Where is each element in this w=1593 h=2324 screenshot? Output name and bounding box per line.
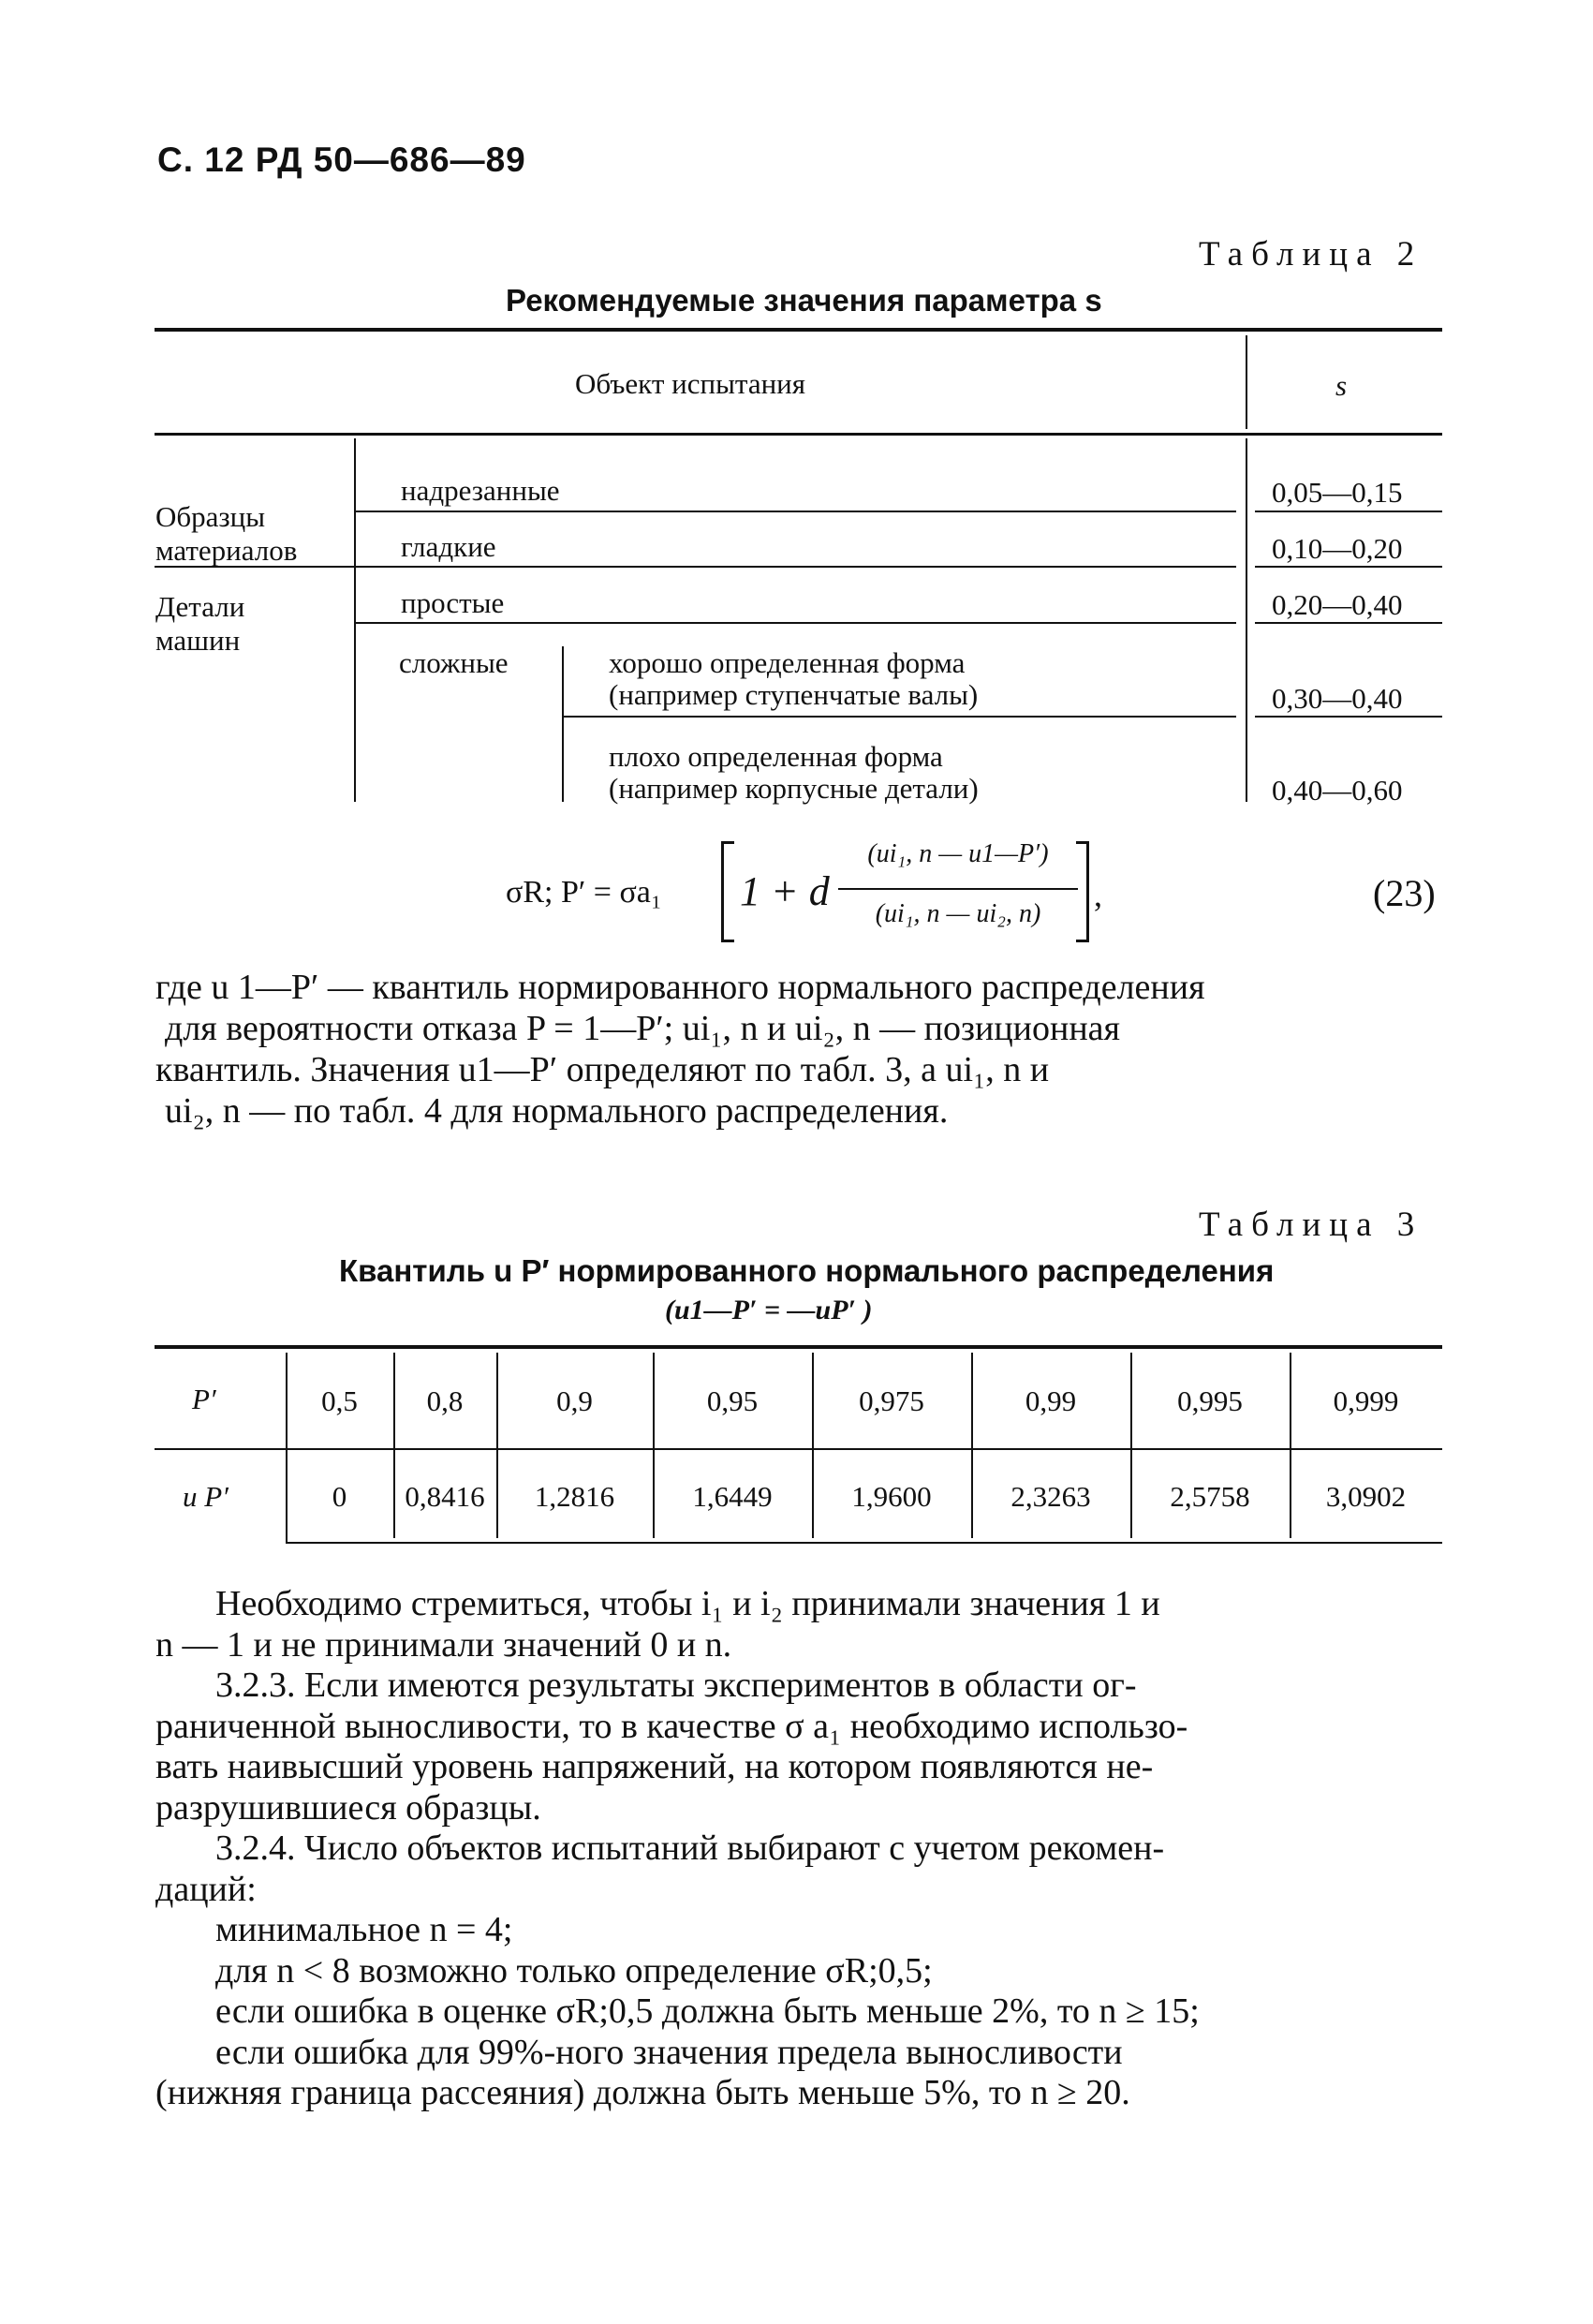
p-value-cell: 0,999 bbox=[1333, 1384, 1399, 1417]
table3-title: Квантиль u P′ нормированного нормального распределения bbox=[339, 1253, 1275, 1288]
left-bracket bbox=[721, 940, 734, 942]
paragraph-line: 3.2.4. Число объектов испытаний выбирают с учетом рекомен- bbox=[215, 1828, 1165, 1868]
row-label: гладкие bbox=[401, 530, 496, 563]
col-s-header: s bbox=[1335, 369, 1348, 402]
formula-lhs: σR; P′ = σa₁ bbox=[506, 875, 662, 910]
paragraph-line: минимальное n = 4; bbox=[215, 1910, 513, 1949]
row-value: 0,20—0,40 bbox=[1272, 588, 1403, 621]
p-value-cell: 0,99 bbox=[1025, 1384, 1077, 1417]
row-header-p: P′ bbox=[192, 1383, 216, 1415]
complex-row-value: 0,30—0,40 bbox=[1272, 682, 1403, 715]
table2-rule bbox=[1255, 716, 1442, 718]
u-value-cell: 2,5758 bbox=[1170, 1480, 1250, 1513]
u-value-cell: 3,0902 bbox=[1325, 1480, 1407, 1513]
p-value-cell: 0,9 bbox=[556, 1384, 593, 1417]
paragraph-line: для n < 8 возможно только определение σR;0,5; bbox=[215, 1950, 933, 1991]
u-value-cell: 1,9600 bbox=[851, 1480, 932, 1513]
table2-vrule bbox=[354, 438, 356, 802]
complex-row-line1: плохо определенная форма bbox=[609, 740, 943, 773]
p-value-cell: 0,975 bbox=[859, 1384, 924, 1417]
right-bracket bbox=[1086, 841, 1089, 942]
group2-line1: Детали bbox=[155, 590, 245, 623]
paragraph-line: n — 1 и не принимали значений 0 и n. bbox=[155, 1624, 732, 1665]
table3-mid-rule bbox=[155, 1448, 1442, 1450]
formula-number: (23) bbox=[1373, 872, 1436, 914]
group2-line2: машин bbox=[155, 624, 241, 657]
text-line: где u 1—P′ — квантиль нормированного нормального распределения bbox=[155, 968, 1205, 1007]
table3-label: Таблица 3 bbox=[1199, 1206, 1423, 1244]
page-header: С. 12 РД 50—686—89 bbox=[157, 141, 526, 179]
paragraph-line: вать наивысший уровень напряжений, на котором появляются не- bbox=[155, 1747, 1154, 1786]
group1-line2: материалов bbox=[155, 534, 298, 567]
u-value-cell: 2,3263 bbox=[1010, 1480, 1091, 1513]
table2-rule bbox=[1255, 622, 1442, 624]
paragraph-line: Необходимо стремиться, чтобы i₁ и i₂ принимали значения 1 и bbox=[215, 1584, 1160, 1623]
table2-rule bbox=[356, 622, 1236, 624]
row-label: простые bbox=[401, 586, 505, 619]
table2-label: Таблица 2 bbox=[1199, 235, 1423, 274]
table2-rule bbox=[1255, 511, 1442, 512]
complex-row-line2: (например корпусные детали) bbox=[609, 772, 979, 805]
paragraph-line: если ошибка в оценке σR;0,5 должна быть меньше 2%, то n ≥ 15; bbox=[215, 1991, 1200, 2031]
u-value-cell: 0,8416 bbox=[405, 1480, 485, 1513]
row-value: 0,05—0,15 bbox=[1272, 476, 1403, 509]
u-value-cell: 1,2816 bbox=[534, 1480, 615, 1513]
table3-top-rule bbox=[155, 1345, 1442, 1349]
table2-vrule bbox=[562, 646, 564, 802]
p-value-cell: 0,5 bbox=[321, 1384, 358, 1417]
paragraph-line: разрушившиеся образцы. bbox=[155, 1787, 541, 1828]
row-header-u: u P′ bbox=[183, 1480, 229, 1513]
right-bracket bbox=[1076, 841, 1089, 844]
formula-comma: , bbox=[1094, 876, 1102, 913]
fraction-bar bbox=[838, 888, 1078, 890]
table2-vrule bbox=[1246, 438, 1247, 802]
right-bracket bbox=[1076, 940, 1089, 942]
u-value-cell: 1,6449 bbox=[692, 1480, 773, 1513]
table2-rule bbox=[155, 566, 1236, 568]
text-line: квантиль. Значения u1—P′ определяют по табл. 3, а ui₁, n и bbox=[155, 1050, 1050, 1089]
table2-head-rule bbox=[155, 433, 1442, 436]
left-bracket bbox=[721, 841, 734, 844]
text-line: ui₂, n — по табл. 4 для нормального распределения. bbox=[165, 1091, 949, 1131]
p-value-cell: 0,95 bbox=[706, 1384, 759, 1417]
paragraph-line: (нижняя граница рассеяния) должна быть меньше 5%, то n ≥ 20. bbox=[155, 2073, 1130, 2112]
table2-rule bbox=[356, 511, 1236, 512]
p-value-cell: 0,995 bbox=[1177, 1384, 1243, 1417]
complex-row-line1: хорошо определенная форма bbox=[609, 646, 966, 679]
formula-denominator: (ui₁, n — ui₂, n) bbox=[875, 899, 1041, 928]
table2-rule bbox=[1255, 566, 1442, 568]
text-line: для вероятности отказа P = 1—P′; ui₁, n и ui₂, n — позиционная bbox=[165, 1009, 1121, 1048]
col-object-header: Объект испытания bbox=[575, 367, 806, 400]
complex-label: сложные bbox=[399, 646, 509, 679]
complex-row-value: 0,40—0,60 bbox=[1272, 774, 1403, 807]
u-value-cell: 0 bbox=[332, 1480, 347, 1513]
paragraph-line: даций: bbox=[155, 1869, 257, 1909]
paragraph-line: 3.2.3. Если имеются результаты экспериментов в области ог- bbox=[215, 1665, 1137, 1705]
group1-line1: Образцы bbox=[155, 500, 266, 533]
table2-rule bbox=[562, 716, 1236, 718]
table3-subtitle: (u1—P′ = —uP′ ) bbox=[665, 1295, 873, 1325]
table2-vrule bbox=[1246, 335, 1247, 429]
table2-title: Рекомендуемые значения параметра s bbox=[506, 283, 1102, 318]
complex-row-line2: (например ступенчатые валы) bbox=[609, 678, 979, 711]
p-value-cell: 0,8 bbox=[426, 1384, 464, 1417]
row-label: надрезанные bbox=[401, 474, 560, 507]
left-bracket bbox=[721, 841, 724, 942]
table3-bottom-rule bbox=[286, 1542, 1442, 1544]
paragraph-line: раниченной выносливости, то в качестве σ a₁ необходимо использо- bbox=[155, 1706, 1188, 1746]
formula-numerator: (ui₁, n — u1—P′) bbox=[867, 839, 1049, 868]
table2-top-rule bbox=[155, 328, 1442, 332]
formula-lead: 1 + d bbox=[740, 868, 830, 914]
paragraph-line: если ошибка для 99%-ного значения предела выносливости bbox=[215, 2032, 1123, 2072]
row-value: 0,10—0,20 bbox=[1272, 532, 1403, 565]
